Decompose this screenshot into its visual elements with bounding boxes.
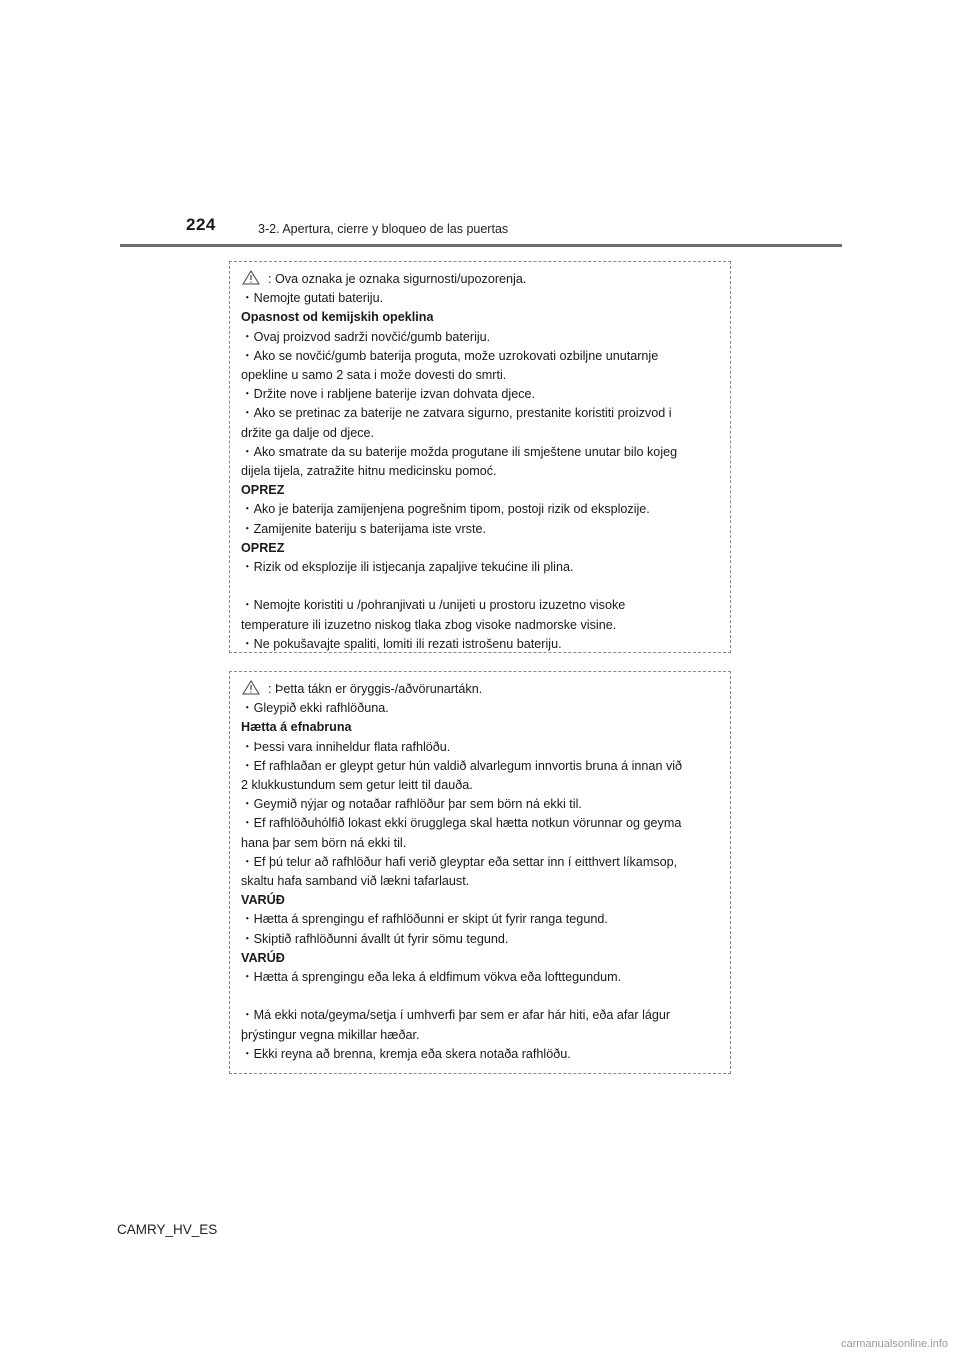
box-line	[241, 795, 720, 814]
box-line-text: ・Zamijenite bateriju s baterijama iste vrste.	[241, 521, 486, 536]
box-line	[241, 443, 720, 462]
box-line-text: ・Nemojte gutati bateriju.	[241, 291, 384, 306]
box-line-text: ・Rizik od eksplozije ili istjecanja zapaljive tekućine ili plina.	[241, 560, 574, 575]
box-line-text: ・Ef rafhlöðuhólfið lokast ekki örugglega skal hætta notkun vörunnar og geyma	[241, 816, 682, 831]
box-line	[241, 500, 720, 519]
box-line	[241, 520, 720, 539]
box-line	[241, 853, 720, 872]
box-heading	[241, 891, 720, 910]
box-line-text: ・Gleypið ekki rafhlöðuna.	[241, 701, 389, 716]
box-line-text: ・Hætta á sprengingu eða leka á eldfimum vökva eða lofttegundum.	[241, 970, 622, 985]
header-rule	[120, 244, 842, 247]
box-line-text: opekline u samo 2 sata i može dovesti do smrti.	[241, 368, 507, 383]
warning-triangle-icon	[242, 680, 260, 695]
box-line	[241, 968, 720, 987]
box-heading	[241, 718, 720, 737]
box-heading	[241, 949, 720, 968]
box-heading	[241, 539, 720, 558]
box-line	[241, 757, 720, 776]
model-code: CAMRY_HV_ES	[117, 1222, 218, 1237]
box-line	[241, 776, 720, 795]
box-line-text: ・Ekki reyna að brenna, kremja eða skera notaða rafhlöðu.	[241, 1046, 571, 1061]
box-line	[241, 738, 720, 757]
box-line	[241, 834, 720, 853]
box-line-text: ・Geymið nýjar og notaðar rafhlöður þar sem börn ná ekki til.	[241, 797, 582, 812]
box-line-text: : Ova oznaka je oznaka sigurnosti/upozorenja.	[268, 272, 527, 286]
box-line-text: ・Držite nove i rabljene baterije izvan dohvata djece.	[241, 387, 536, 402]
box-line-text: ・Ako je baterija zamijenjena pogrešnim tipom, postoji rizik od eksplozije.	[241, 502, 650, 517]
box-line	[241, 424, 720, 443]
warning-triangle-icon	[242, 270, 260, 285]
box-line	[241, 366, 720, 385]
box-line-text: skaltu hafa samband við lækni tafarlaust.	[241, 874, 470, 889]
box-line-text: ・Þessi vara inniheldur flata rafhlöðu.	[241, 739, 451, 754]
watermark: carmanualsonline.info	[840, 1338, 948, 1350]
box-line	[241, 404, 720, 423]
box-line	[241, 699, 720, 718]
box-line-text: OPREZ	[241, 540, 285, 555]
box-line-text: ・Skiptið rafhlöðunni ávallt út fyrir sömu tegund.	[241, 931, 509, 946]
box-line	[241, 596, 720, 615]
box-line-text: VARÚÐ	[241, 950, 285, 965]
box-line-text: držite ga dalje od djece.	[241, 425, 375, 440]
box-line	[241, 616, 720, 635]
box-line-text: dijela tijela, zatražite hitnu medicinsku pomoć.	[241, 464, 497, 479]
box-line-text: ・Ako se pretinac za baterije ne zatvara sigurno, prestanite koristiti proizvod i	[241, 406, 672, 421]
box-line-text: Opasnost od kemijskih opeklina	[241, 310, 434, 325]
box-line-text: ・Ovaj proizvod sadrži novčić/gumb bateriju.	[241, 329, 491, 344]
box-line-text: hana þar sem börn ná ekki til.	[241, 835, 407, 850]
box-line	[241, 1026, 720, 1045]
box-line	[241, 462, 720, 481]
box-line	[241, 577, 720, 596]
box-line-text: : Þetta tákn er öryggis-/aðvörunartákn.	[268, 682, 483, 696]
box-line-text: Hætta á efnabruna	[241, 720, 352, 735]
section-title: 3-2. Apertura, cierre y bloqueo de las puertas	[258, 222, 509, 236]
box-line	[241, 680, 720, 699]
box-line-text: ・Ako se novčić/gumb baterija proguta, može uzrokovati ozbiljne unutarnje	[241, 348, 659, 363]
box-line-text: ・Má ekki nota/geyma/setja í umhverfi þar sem er afar hár hiti, eða afar lágur	[241, 1008, 671, 1023]
box-heading	[241, 308, 720, 327]
box-line	[241, 289, 720, 308]
box-line-text: ・Ef rafhlaðan er gleypt getur hún valdið alvarlegum innvortis bruna á innan við	[241, 758, 683, 773]
warning-box-icelandic	[229, 671, 731, 1074]
box-line-text: ・Ef þú telur að rafhlöður hafi verið gleyptar eða settar inn í eitthvert líkamsop,	[241, 854, 678, 869]
box-heading	[241, 481, 720, 500]
box-line-text: ・Ne pokušavajte spaliti, lomiti ili rezati istrošenu bateriju.	[241, 636, 562, 651]
box-line	[241, 1045, 720, 1064]
box-line	[241, 347, 720, 366]
box-line-text: ・Hætta á sprengingu ef rafhlöðunni er skipt út fyrir ranga tegund.	[241, 912, 608, 927]
box-line	[241, 872, 720, 891]
box-line	[241, 635, 720, 654]
warning-box-croatian	[229, 261, 731, 653]
box-line-text: ・Ako smatrate da su baterije možda progutane ili smještene unutar bilo kojeg	[241, 444, 678, 459]
box-line-text: OPREZ	[241, 483, 285, 498]
box-line-text: þrýstingur vegna mikillar hæðar.	[241, 1027, 420, 1042]
box-line	[241, 270, 720, 289]
box-line	[241, 328, 720, 347]
box-line-text: ・Nemojte koristiti u /pohranjivati u /unijeti u prostoru izuzetno visoke	[241, 598, 626, 613]
box-line-text: VARÚÐ	[241, 893, 285, 908]
page-number: 224	[186, 215, 216, 234]
box-line	[241, 1006, 720, 1025]
box-line	[241, 558, 720, 577]
box-line	[241, 910, 720, 929]
box-line-text: 2 klukkustundum sem getur leitt til dauða.	[241, 778, 473, 793]
box-line	[241, 987, 720, 1006]
box-line-text: temperature ili izuzetno niskog tlaka zbog visoke nadmorske visine.	[241, 617, 617, 632]
box-line	[241, 385, 720, 404]
box-line	[241, 814, 720, 833]
box-line	[241, 930, 720, 949]
